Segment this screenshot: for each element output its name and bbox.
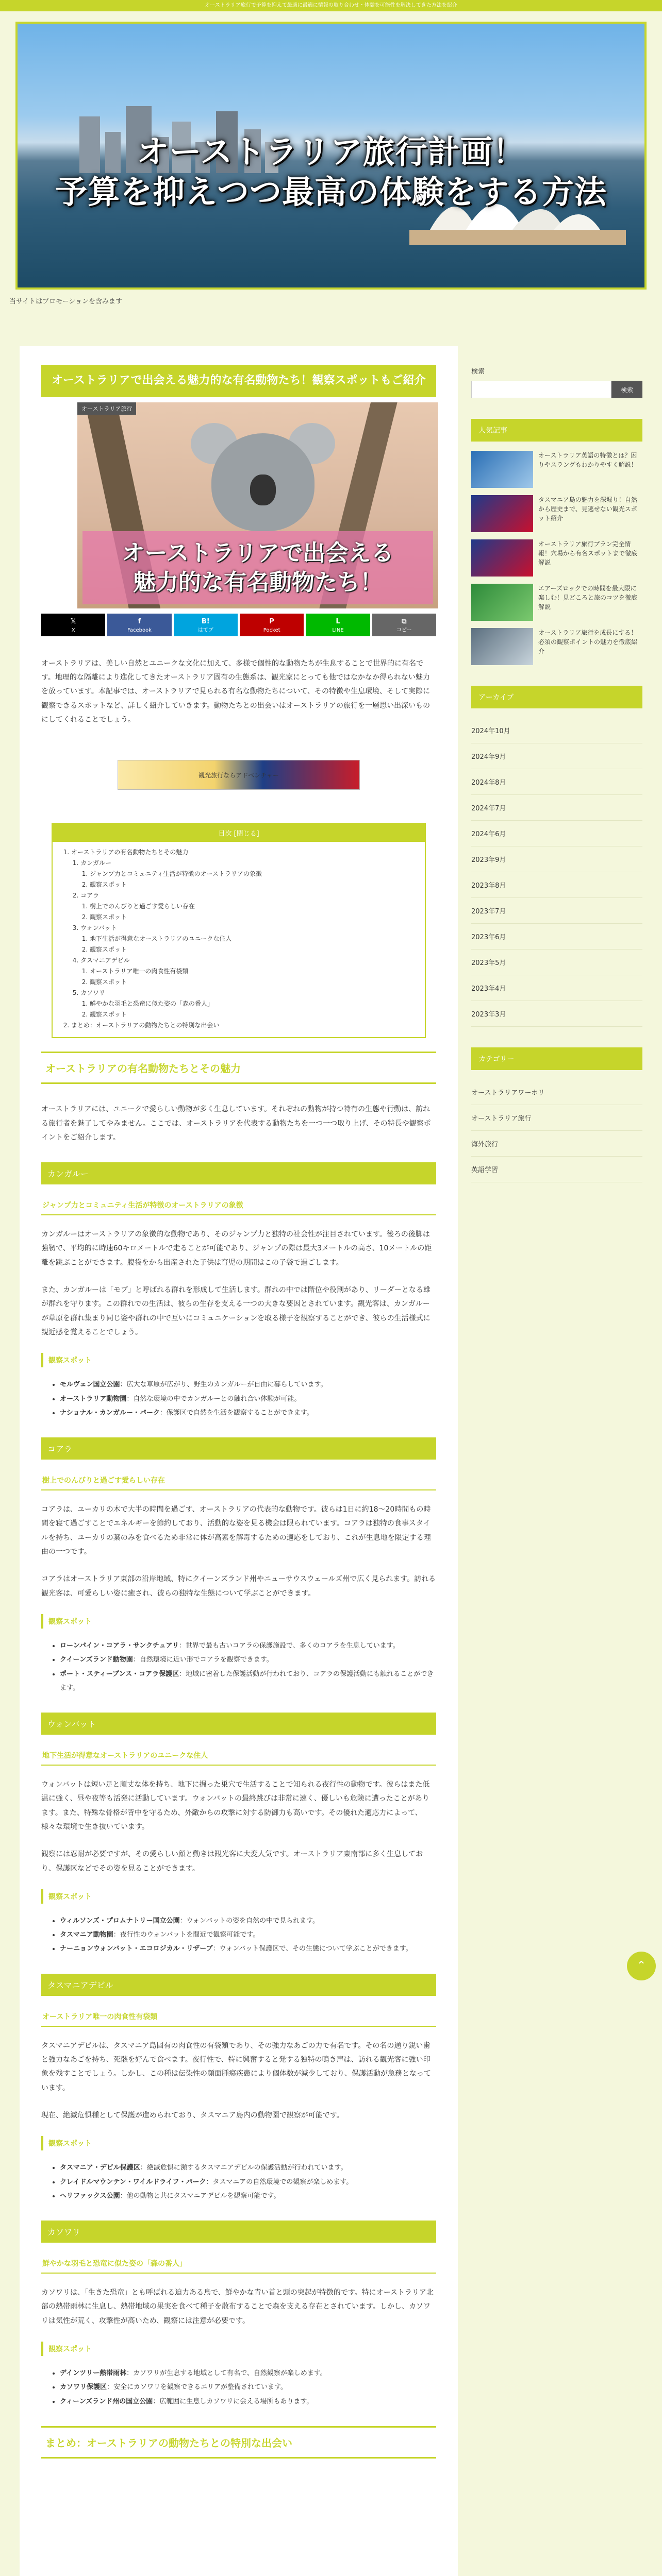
toc-link[interactable]: ウォンバット	[80, 924, 117, 932]
toc-item[interactable]	[71, 847, 416, 1020]
toc-toggle[interactable]: 目次 [閉じる]	[53, 824, 425, 842]
animal-paragraph: タスマニアデビルは、タスマニア島固有の肉食性の有袋類であり、その強力なあごの力で有名です。その名の通り鋭い歯と強力なあごを持ち、死骸を好んで食べます。夜行性で、特に興奮すると発する独特の鳴き声は、訪れる観光客に強い印象を残すことでしょう。しかし、この種は伝染性の顔面腫瘍疾患により個体数が減少しており、保護活動が急務となっています。	[41, 2041, 431, 2092]
archive-link[interactable]: 2023年9月	[471, 846, 642, 872]
animal-paragraph: 現在、絶滅危惧種として保護が進められており、タスマニア島内の動物園で観察が可能です。	[41, 2111, 344, 2120]
animal-heading: ウォンバット	[41, 1713, 436, 1735]
popular-post-title[interactable]: オーストラリア旅行プラン完全情報！穴場から有名スポットまで徹底解説	[538, 540, 638, 566]
search-label: 検索	[471, 368, 485, 376]
spot-desc: ：保護区で自然を生活を観察することができます。	[159, 1409, 313, 1417]
category-link[interactable]: 海外旅行	[471, 1131, 642, 1157]
toc-item[interactable]	[80, 923, 416, 955]
pocket-icon: P	[269, 617, 274, 625]
popular-post-thumbnail[interactable]	[471, 495, 533, 532]
facebook-icon: f	[138, 617, 141, 625]
popular-post-title[interactable]: オーストラリア旅行を成長にする！必須の観察ポイントの魅力を徹底紹介	[538, 629, 638, 655]
promotion-notice: 当サイトはプロモーションを含みます	[9, 298, 123, 306]
popular-widget-title: 人気記事	[471, 419, 642, 442]
spot-desc: ：自然な環境の中でカンガルーとの触れ合い体験が可能。	[126, 1395, 301, 1403]
spot-item	[60, 1406, 436, 1420]
popular-post[interactable]	[471, 628, 642, 665]
spot-name: ナーニョンウォンバット・エコロジカル・リザーブ	[60, 1945, 213, 1953]
section-intro: オーストラリアには、ユニークで愛らしい動物が多く生息しています。それぞれの動物が持つ特有の生態や行動は、訪れる旅行者を魅了してやみません。ここでは、オーストラリアを代表する動物たちを一つ一つ取り上げ、その特長や観察ポイントをご紹介します。	[41, 1105, 431, 1142]
archive-link[interactable]: 2023年6月	[471, 924, 642, 950]
toc-link[interactable]: まとめ：オーストラリアの動物たちとの特別な出会い	[71, 1022, 220, 1029]
share-x-button[interactable]: 𝕏 X	[41, 614, 105, 636]
spot-item	[60, 2366, 436, 2380]
spot-name: ローンパイン・コアラ・サンクチュアリ	[60, 1641, 179, 1650]
archive-link[interactable]: 2024年9月	[471, 743, 642, 769]
toc-link[interactable]: オーストラリアの有名動物たちとその魅力	[71, 849, 189, 856]
animal-paragraph: カソワリは、「生きた恐竜」とも呼ばれる迫力ある鳥で、鮮やかな青い首と頭の突起が特徴的です。特にオーストラリア北部の熱帯雨林に生息し、熱帯地域の果実を食べて種子を散布することで森を支える存在とされています。しかし、カソワリは気性が荒く、攻撃性が高いため、観察には注意が必要です。	[41, 2289, 434, 2325]
toc-link[interactable]: コアラ	[80, 892, 100, 900]
spot-name: ポート・スティーブンス・コアラ保護区	[60, 1670, 179, 1678]
toc-item[interactable]	[80, 890, 416, 923]
spot-item	[60, 2161, 436, 2175]
spot-desc: ：世界で最も古いコアラの保護施設で、多くのコアラを生息しています。	[179, 1641, 400, 1650]
archive-link[interactable]: 2023年4月	[471, 975, 642, 1001]
spot-heading: 観察スポット	[41, 2136, 436, 2150]
archive-link[interactable]: 2024年10月	[471, 718, 642, 743]
spot-name: デインツリー熱帯雨林	[60, 2369, 127, 2378]
chevron-up-icon: ⌃	[636, 1959, 647, 1972]
hatena-icon: B!	[201, 617, 210, 625]
animal-paragraph: コアラはオーストラリア東部の沿岸地域、特にクイーンズランド州やニューサウスウェールズ州で広く見られます。訪れる観光客は、可愛らしい姿に癒され、彼らの独特な生態について学ぶことができます。	[41, 1575, 436, 1598]
spot-name: モルヴェン国立公園	[60, 1381, 120, 1389]
spot-list	[41, 2161, 436, 2203]
back-to-top-button[interactable]	[627, 1952, 656, 1980]
archive-link[interactable]: 2023年8月	[471, 872, 642, 898]
copy-icon: ⧉	[402, 617, 407, 625]
toc-item[interactable]: 1. 樹上でのんびりと過ごす愛らしい存在	[90, 901, 416, 912]
popular-post-thumbnail[interactable]	[471, 628, 533, 665]
popular-post-title[interactable]: エアーズロックでの時間を最大限に楽しむ！見どころと旅のコツを徹底解説	[538, 585, 638, 611]
archive-link[interactable]: 2023年5月	[471, 950, 642, 975]
spot-item	[60, 1639, 436, 1653]
category-link[interactable]: オーストラリア旅行	[471, 1105, 642, 1131]
toc-item[interactable]	[80, 955, 416, 988]
popular-post-title[interactable]: オーストラリア英語の特徴とは？困りやスラングもわかりやすく解説！	[538, 452, 637, 468]
category-widget-title: カテゴリー	[471, 1047, 642, 1070]
spot-name: タスマニア・デビル保護区	[60, 2164, 140, 2172]
animal-paragraph: コアラは、ユーカリの木で大半の時間を過ごす、オーストラリアの代表的な動物です。彼らは1日に約18〜20時間もの時間を寝て過ごすことでエネルギーを節約しており、活動的な姿を見る機会は限られています。コアラは独特の食事スタイルを持ち、ユーカリの葉のみを食べるため非常に体が高素を解毒するための適応をしており、これが生息地を限定する理由の一つです。	[41, 1505, 431, 1556]
spot-list	[41, 1914, 436, 1956]
line-icon: L	[336, 617, 340, 625]
spot-item	[60, 1667, 436, 1696]
spot-name: ヘリファックス公園	[60, 2192, 120, 2200]
intro-paragraph: オーストラリアは、美しい自然とユニークな文化に加えて、多様で個性的な動物たちが生息することで世界的に有名です。地理的な隔離により進化してきたオーストラリア固有の生態系は、観光家にとっても他ではなかなか得られない魅力を放っています。本記事では、オーストラリアで見られる有名な動物たちについて、その特徴や生息環境、そして実際に観察できるスポットなど、詳しく紹介していきます。動物たちとの出会いはオーストラリアの旅行を一層思い出深いものにしてくれることでしょう。	[41, 659, 431, 724]
spot-name: カソワリ保護区	[60, 2383, 107, 2392]
spot-desc: ：安全にカソワリを観察できるエリアが整備されています。	[107, 2383, 287, 2392]
eyecatch-image	[77, 402, 438, 608]
animal-heading: コアラ	[41, 1437, 436, 1460]
category-link[interactable]: 英語学習	[471, 1157, 642, 1182]
archive-link[interactable]: 2023年7月	[471, 898, 642, 924]
archive-link[interactable]: 2024年6月	[471, 821, 642, 846]
share-pocket-button[interactable]: P Pocket	[240, 614, 304, 636]
spot-item	[60, 1928, 436, 1942]
spot-heading: 観察スポット	[41, 1614, 436, 1629]
spot-desc: ：絶滅危惧に瀕するタスマニアデビルの保護活動が行われています。	[140, 2164, 347, 2172]
share-hatena-button[interactable]: B! はてブ	[174, 614, 238, 636]
spot-desc: ：タスマニアの自然環境での観察が楽しめます。	[206, 2178, 353, 2186]
animal-subheading: 鮮やかな羽毛と恐竜に似た姿の「森の番人」	[41, 2254, 436, 2274]
toc-link[interactable]: タスマニアデビル	[80, 957, 130, 964]
category-link[interactable]: オーストラリアワーホリ	[471, 1079, 642, 1105]
header-image[interactable]	[15, 22, 647, 290]
popular-post-thumbnail[interactable]	[471, 584, 533, 621]
animal-subheading: オーストラリア唯一の肉食性有袋類	[41, 2007, 436, 2027]
spot-item	[60, 1653, 436, 1667]
share-buttons	[41, 614, 436, 636]
spot-name: タスマニア動物園	[60, 1931, 113, 1939]
ad-banner[interactable]: 観光旅行ならアドベンチャー	[118, 760, 360, 790]
toc-item[interactable]	[80, 988, 416, 1020]
spot-list	[41, 1639, 436, 1695]
spot-name: クレイドルマウンテン・ワイルドライフ・パーク	[60, 2178, 206, 2186]
summary-heading: まとめ：オーストラリアの動物たちとの特別な出会い	[41, 2426, 436, 2459]
spot-item	[60, 2380, 436, 2394]
animal-paragraph: ウォンバットは短い足と頑丈な体を持ち、地下に掘った巣穴で生活することで知られる夜行性の動物です。彼らはまた低温に強く、昼や夜等も活発に活動しています。ウォンバットの最終跳びは非常に速く、優しいも危険に遭ったことがあります。また、特殊な骨格が背中を守るため、外敵からの攻撃に対する防御力も高いです。その優れた適応力によって、様々な環境で生き抜いています。	[41, 1781, 430, 1831]
popular-post[interactable]	[471, 451, 642, 488]
archive-link[interactable]: 2024年7月	[471, 795, 642, 821]
toc-item[interactable]: 2. 観察スポット	[90, 1009, 416, 1020]
spot-desc: ：ウォンバットの姿を自然の中で見られます。	[179, 1917, 320, 1925]
spot-desc: ：カソワリが生息する地域として有名で、自然観察が楽しめます。	[126, 2369, 327, 2378]
toc-item[interactable]: 2. 観察スポット	[90, 977, 416, 988]
spot-desc: ：自然環境に近い形でコアラを観察できます。	[133, 1656, 273, 1664]
search-form	[471, 381, 642, 398]
site-title[interactable]: オーストラリア旅行計画！ 予算を抑えつつ最高の体験をする方法	[55, 133, 607, 211]
article	[20, 346, 458, 2576]
spot-item	[60, 1942, 436, 1956]
toc-item[interactable]	[71, 1020, 416, 1031]
popular-post[interactable]	[471, 584, 642, 621]
spot-item	[60, 2189, 436, 2203]
spot-desc: ：夜行性のウォンバットを間近で観察可能です。	[113, 1931, 260, 1939]
spot-list	[41, 1378, 436, 1420]
spot-item	[60, 2395, 436, 2409]
toc-item[interactable]: 1. オーストラリア唯一の肉食性有袋類	[90, 966, 416, 977]
spot-desc: ：広大な草原が広がり、野生のカンガルーが自由に暮らしています。	[120, 1381, 327, 1389]
spot-heading: 観察スポット	[41, 2342, 436, 2356]
spot-name: オーストラリア動物園	[60, 1395, 127, 1403]
spot-item	[60, 1914, 436, 1928]
popular-post[interactable]	[471, 539, 642, 577]
popular-post-thumbnail[interactable]	[471, 451, 533, 488]
sidebar	[458, 346, 642, 2576]
post-title: オーストラリアで出会える魅力的な有名動物たち！観察スポットもご紹介	[41, 365, 436, 397]
category-label[interactable]: オーストラリア旅行	[77, 402, 136, 415]
popular-post-title[interactable]: タスマニア島の魅力を深堀り！自然から歴史まで、見逃せない観光スポット紹介	[538, 496, 637, 522]
spot-item	[60, 1392, 436, 1406]
spot-item	[60, 2175, 436, 2189]
toc-item[interactable]: 2. 観察スポット	[90, 879, 416, 890]
site-tagline: オーストラリア旅行で予算を抑えて最適に最適に情報の取り合わせ・体験を可能性を解決してきた方法を紹介	[0, 0, 662, 11]
spot-name: ウィルソンズ・プロムナトリー国立公園	[60, 1917, 180, 1925]
spot-heading: 観察スポット	[41, 1353, 436, 1367]
toc-link[interactable]: カソワリ	[80, 989, 106, 997]
spot-item	[60, 1378, 436, 1392]
share-copy-button[interactable]: ⧉ コピー	[372, 614, 436, 636]
spot-desc: ：他の動物と共にタスマニアデビルを観察可能です。	[120, 2192, 280, 2200]
x-icon: 𝕏	[70, 617, 76, 625]
toc-item[interactable]: 1. 鮮やかな羽毛と恐竜に似た姿の「森の番人」	[90, 998, 416, 1009]
spot-desc: ：広範囲に生息しカソワリに会える場所もあります。	[153, 2397, 313, 2405]
spot-desc: ：地域に密着した保護活動が行われており、コアラの保護活動にも触れることができます。	[60, 1670, 434, 1692]
popular-post-thumbnail[interactable]	[471, 539, 533, 577]
toc-link[interactable]: カンガルー	[80, 859, 112, 867]
search-button[interactable]: 検索	[611, 381, 642, 398]
spot-name: クィーンズランド州の国立公園	[60, 2397, 153, 2405]
spot-name: クイーンズランド動物園	[60, 1656, 133, 1664]
spot-name: ナショナル・カンガルー・パーク	[60, 1409, 160, 1417]
animal-subheading: ジャンプ力とコミュニティ生活が特徴のオーストラリアの象徴	[41, 1196, 436, 1215]
share-line-button[interactable]: L LINE	[306, 614, 370, 636]
toc-item[interactable]: 1. 地下生活が得意なオーストラリアのユニークな住人	[90, 934, 416, 944]
spot-list	[41, 2366, 436, 2409]
animal-paragraph: カンガルーはオーストラリアの象徴的な動物であり、そのジャンプ力と独特の社会性が注目されています。後ろの後脚は強靭で、平均的に時速60キロメートルで走ることが可能であり、ジャンプの際は最大3メートルの高さ、10メートルの距離を跳ぶことができます。腹袋をから出産された子供は育児の期間はこの子袋で過ごします。	[41, 1230, 432, 1267]
archive-widget-title: アーカイブ	[471, 686, 642, 708]
table-of-contents	[52, 823, 426, 1038]
toc-item[interactable]: 2. 観察スポット	[90, 944, 416, 955]
search-input[interactable]	[471, 381, 611, 398]
archive-link[interactable]: 2024年8月	[471, 769, 642, 795]
animal-heading: タスマニアデビル	[41, 1974, 436, 1996]
archive-link[interactable]: 2023年3月	[471, 1001, 642, 1027]
toc-item[interactable]	[80, 858, 416, 890]
section-heading: オーストラリアの有名動物たちとその魅力	[41, 1052, 436, 1084]
animal-subheading: 樹上でのんびりと過ごす愛らしい存在	[41, 1471, 436, 1490]
animal-heading: カンガルー	[41, 1162, 436, 1184]
animal-paragraph: 観察には忍耐が必要ですが、その愛らしい顔と動きは観光客に大変人気です。オーストラリア東南部に多く生息しており、保護区などでその姿を見ることができます。	[41, 1850, 423, 1873]
spot-heading: 観察スポット	[41, 1889, 436, 1904]
animal-paragraph: また、カンガルーは「モブ」と呼ばれる群れを形成して生活します。群れの中では階位や役割があり、リーダーとなる雄が群れを守ります。この群れでの生活は、彼らの生存を支える一つの大きな要因とされています。観光客は、カンガルーが草原を群れ集まり同じ姿や群れの中で互いにコミュニケーションを取る様子を観察することができ、彼らの生活様式に親近感を覚えることでしょう。	[41, 1286, 431, 1336]
popular-post[interactable]	[471, 495, 642, 532]
toc-item[interactable]: 1. ジャンプ力とコミュニティ生活が特徴のオーストラリアの象徴	[90, 869, 416, 879]
animal-heading: カソワリ	[41, 2221, 436, 2243]
share-facebook-button[interactable]: f Facebook	[107, 614, 171, 636]
toc-item[interactable]: 2. 観察スポット	[90, 912, 416, 923]
eyecatch-caption: オーストラリアで出会える 魅力的な有名動物たち！	[82, 531, 433, 604]
animal-subheading: 地下生活が得意なオーストラリアのユニークな住人	[41, 1746, 436, 1766]
spot-desc: ：ウォンバット保護区で、その生態について学ぶことができます。	[212, 1945, 412, 1953]
